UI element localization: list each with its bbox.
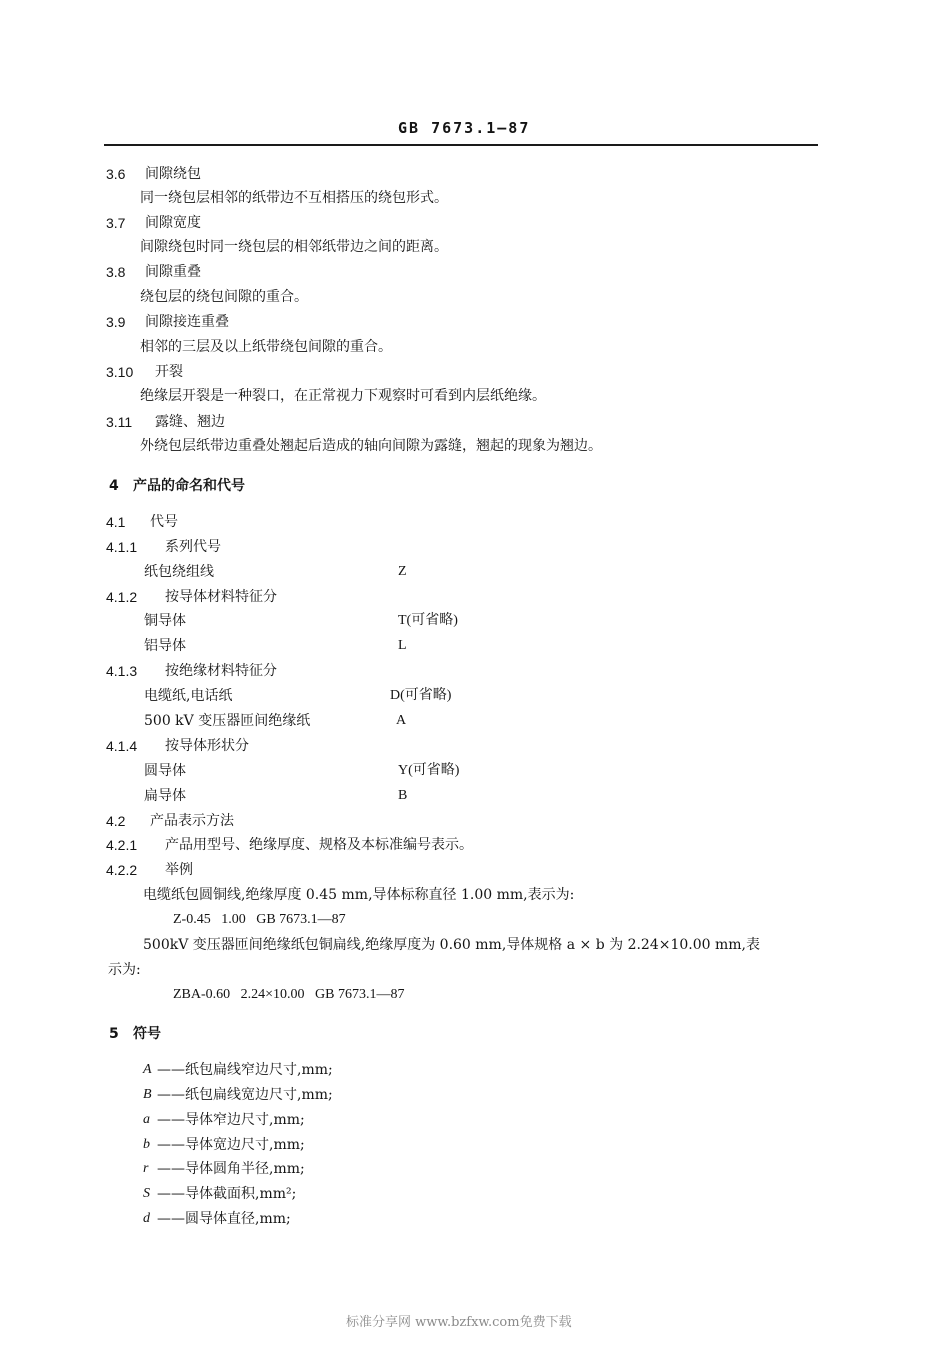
symbol: d (143, 1211, 150, 1226)
symbol: B (143, 1087, 152, 1102)
section-title: 符号 (133, 1026, 161, 1042)
symbol: r (143, 1161, 149, 1176)
standard-number-header: GB 7673.1—87 (398, 119, 531, 137)
clause-title: 产品表示方法 (150, 813, 234, 829)
section-number: 4 (109, 478, 119, 494)
clause-number: 3.8 (106, 264, 126, 280)
code-item-code: D(可省略) (390, 688, 452, 703)
clause-title: 按导体形状分 (165, 738, 249, 754)
clause-number: 4.2.1 (106, 837, 138, 853)
clause-title: 系列代号 (165, 539, 221, 555)
code-item-code: Y(可省略) (398, 763, 460, 778)
code-item-name: 圆导体 (144, 763, 186, 779)
clause-title: 露缝、翘边 (155, 414, 225, 430)
code-item-code: B (398, 788, 408, 803)
symbol-description: ——导体圆角半径,mm; (157, 1161, 305, 1177)
clause-number: 3.9 (106, 314, 126, 330)
example-code: Z-0.45 1.00 GB 7673.1—87 (173, 912, 346, 927)
code-item-name: 纸包绕组线 (144, 564, 214, 580)
clause-number: 4.1.4 (106, 738, 138, 754)
clause-body: 绕包层的绕包间隙的重合。 (140, 289, 308, 305)
clause-number: 4.1.3 (106, 663, 138, 679)
clause-number: 4.1.1 (106, 539, 138, 555)
clause-title: 代号 (150, 514, 178, 530)
clause-number: 4.2.2 (106, 862, 138, 878)
clause-number: 3.10 (106, 364, 134, 380)
clause-title: 间隙重叠 (145, 264, 201, 280)
clause-number: 3.7 (106, 215, 126, 231)
symbol: A (143, 1062, 152, 1077)
clause-body: 绝缘层开裂是一种裂口，在正常视力下观察时可看到内层纸绝缘。 (140, 388, 546, 404)
clause-title: 按绝缘材料特征分 (165, 663, 277, 679)
section-number: 5 (109, 1026, 119, 1042)
footer-watermark: 标准分享网 www.bzfxw.com免费下载 (346, 1315, 572, 1330)
code-item-code: A (396, 713, 407, 728)
clause-number: 3.11 (106, 414, 133, 430)
clause-body: 相邻的三层及以上纸带绕包间隙的重合。 (140, 339, 392, 355)
clause-title: 举例 (165, 862, 193, 878)
clause-title: 间隙绕包 (145, 166, 201, 182)
code-item-name: 铝导体 (144, 638, 186, 654)
clause-title: 产品用型号、绝缘厚度、规格及本标准编号表示。 (165, 837, 473, 853)
code-item-name: 电缆纸,电话纸 (144, 688, 233, 704)
symbol-description: ——圆导体直径,mm; (157, 1211, 291, 1227)
clause-title: 间隙接连重叠 (145, 314, 229, 330)
header-rule (104, 144, 818, 146)
example-text: 电缆纸包圆铜线,绝缘厚度 0.45 mm,导体标称直径 1.00 mm,表示为: (143, 887, 575, 903)
section-title: 产品的命名和代号 (133, 478, 245, 494)
symbol-description: ——纸包扁线窄边尺寸,mm; (157, 1062, 333, 1078)
clause-body: 外绕包层纸带边重叠处翘起后造成的轴向间隙为露缝，翘起的现象为翘边。 (140, 438, 602, 454)
clause-title: 按导体材料特征分 (165, 589, 277, 605)
symbol-description: ——导体宽边尺寸,mm; (157, 1137, 305, 1153)
clause-number: 4.1.2 (106, 589, 138, 605)
symbol: S (143, 1186, 150, 1201)
code-item-code: Z (398, 564, 407, 579)
clause-title: 间隙宽度 (145, 215, 201, 231)
example-text-continued: 示为: (108, 962, 141, 978)
clause-number: 4.2 (106, 813, 126, 829)
symbol: b (143, 1137, 150, 1152)
example-code: ZBA-0.60 2.24×10.00 GB 7673.1—87 (173, 987, 405, 1002)
symbol-description: ——纸包扁线宽边尺寸,mm; (157, 1087, 333, 1103)
symbol-description: ——导体窄边尺寸,mm; (157, 1112, 305, 1128)
symbol: a (143, 1112, 150, 1127)
example-text: 500kV 变压器匝间绝缘纸包铜扁线,绝缘厚度为 0.60 mm,导体规格 a × b 为 2.24×10.00 mm,表 (143, 937, 761, 953)
code-item-name: 500 kV 变压器匝间绝缘纸 (144, 713, 311, 729)
clause-number: 4.1 (106, 514, 126, 530)
code-item-name: 扁导体 (144, 788, 186, 804)
clause-title: 开裂 (155, 364, 183, 380)
code-item-name: 铜导体 (144, 613, 186, 629)
clause-body: 同一绕包层相邻的纸带边不互相搭压的绕包形式。 (140, 190, 448, 206)
code-item-code: L (398, 638, 407, 653)
code-item-code: T(可省略) (398, 613, 458, 628)
clause-body: 间隙绕包时同一绕包层的相邻纸带边之间的距离。 (140, 239, 448, 255)
clause-number: 3.6 (106, 166, 126, 182)
symbol-description: ——导体截面积,mm²; (157, 1186, 297, 1202)
